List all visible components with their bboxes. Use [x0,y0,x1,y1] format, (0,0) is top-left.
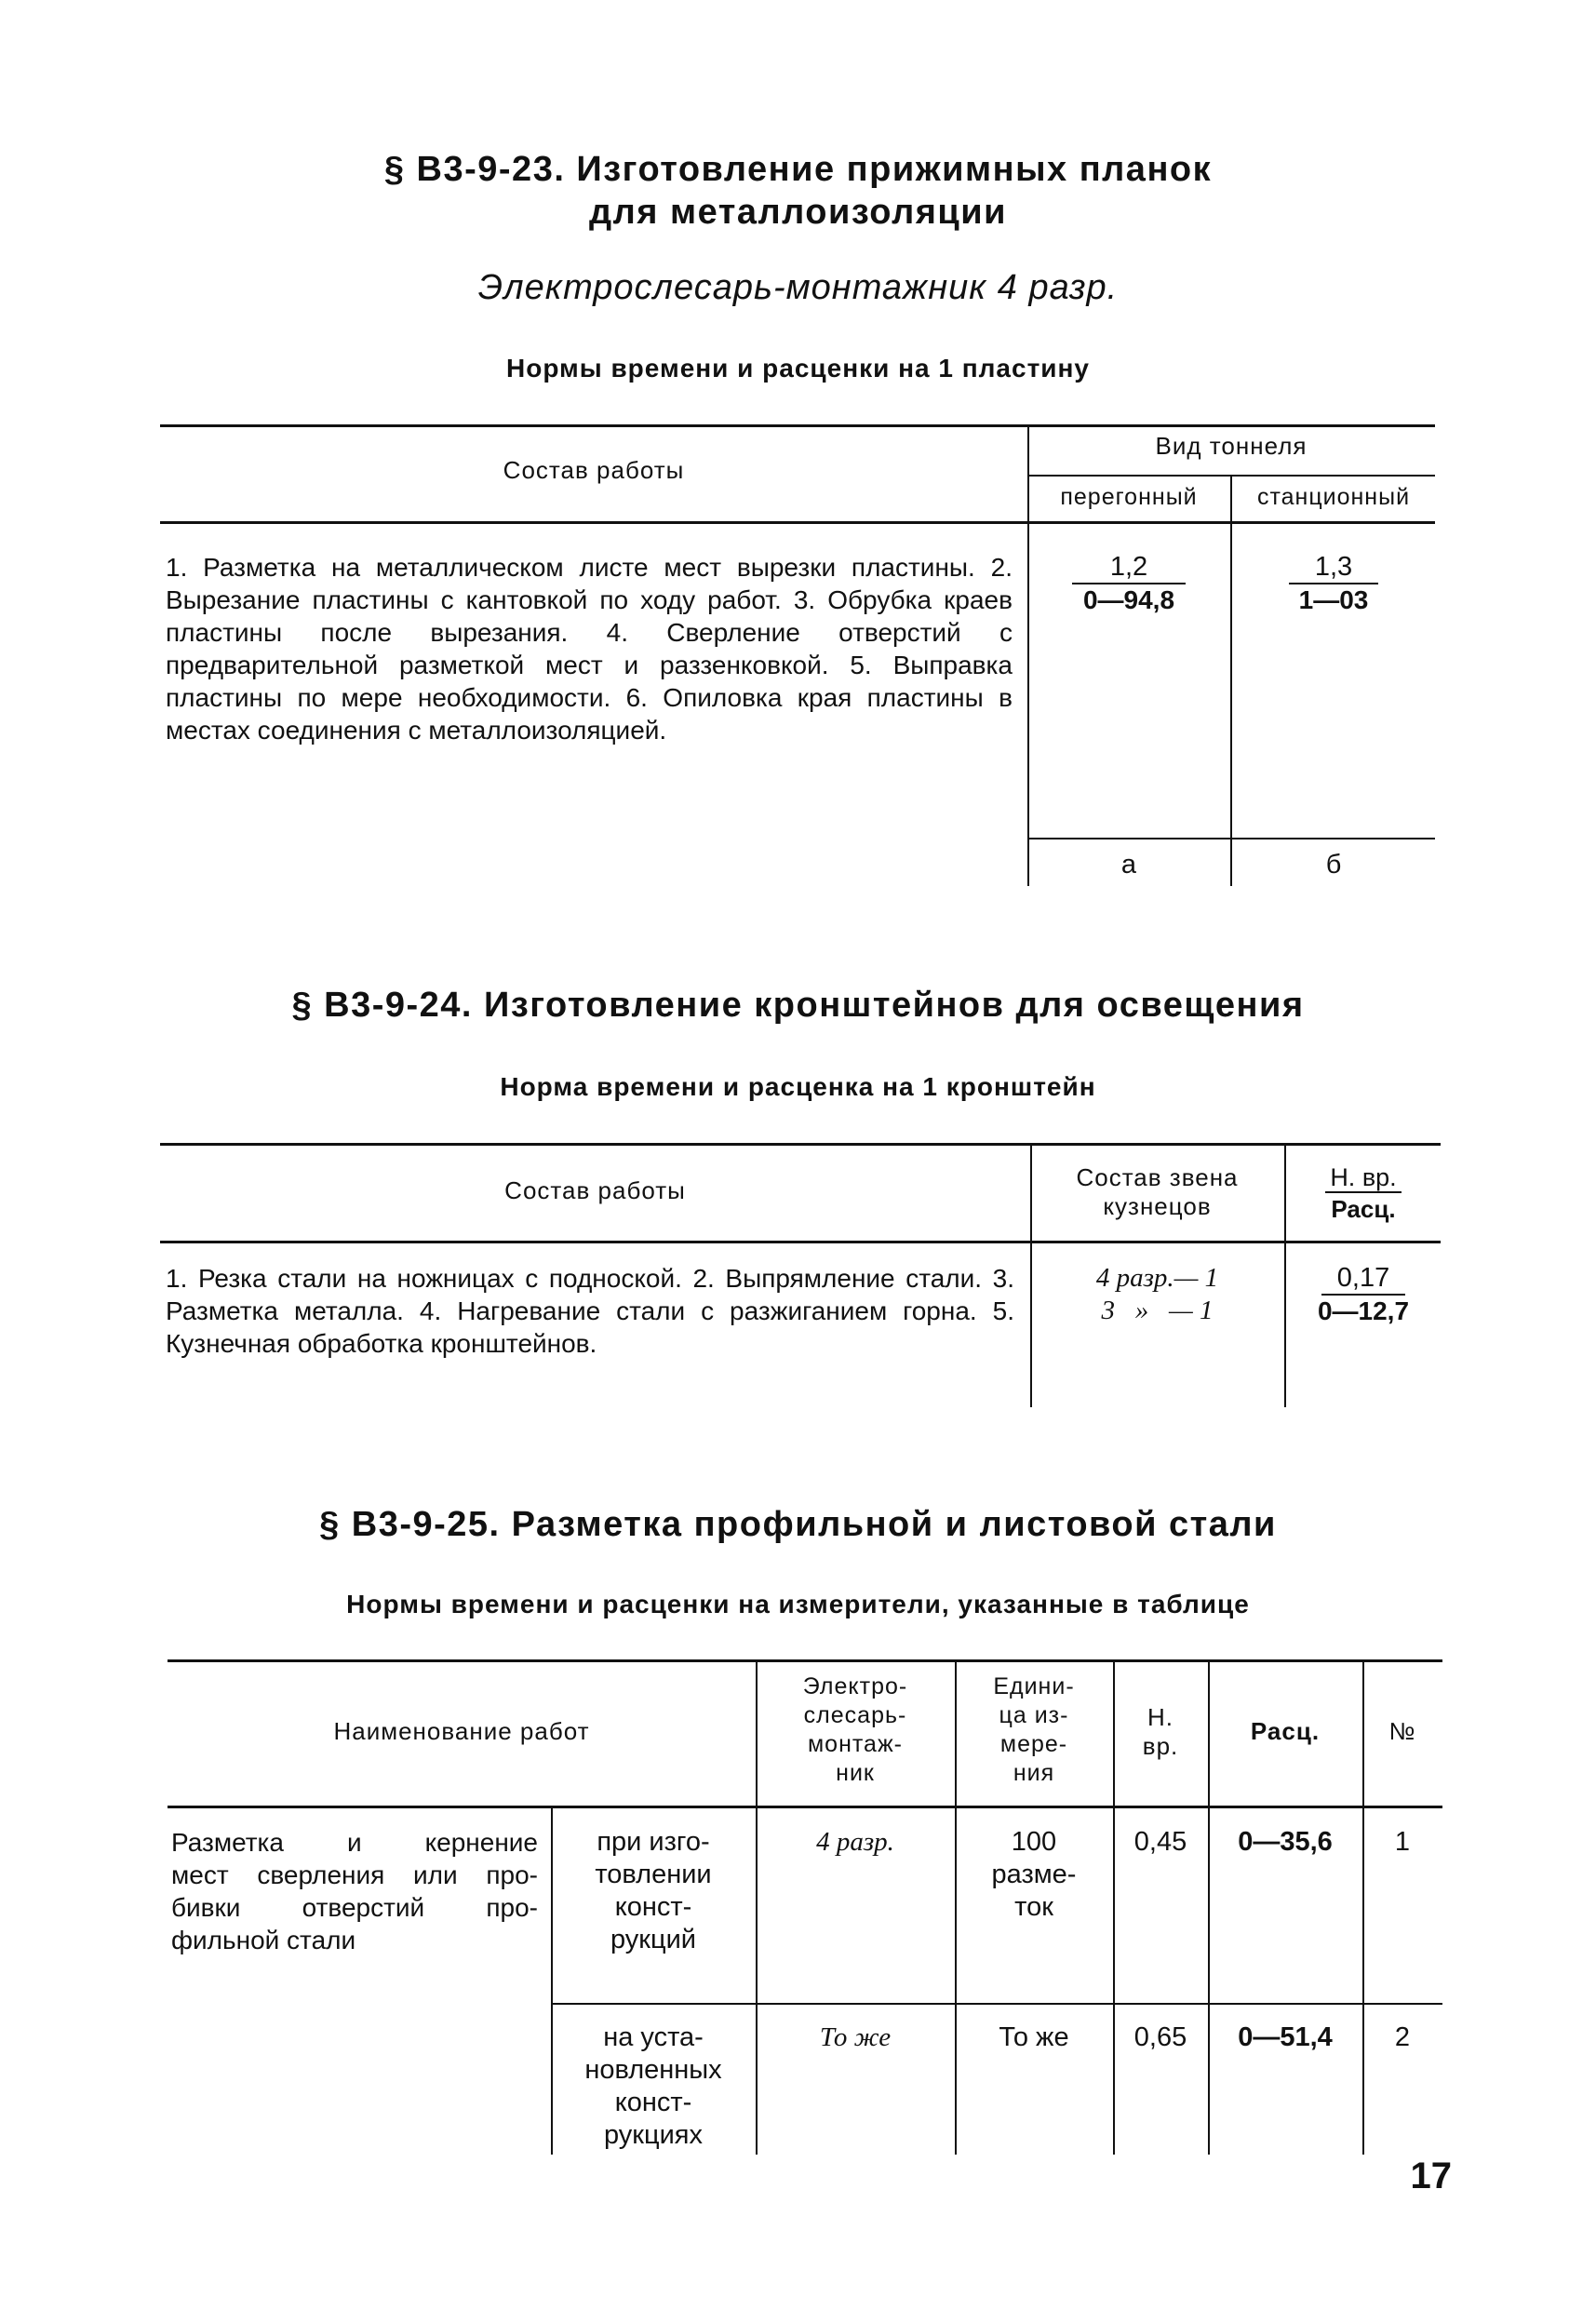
s23-fraction-a [1027,551,1230,616]
s25-caption: Нормы времени и расценки на измерители, указанные в таблице [346,1590,1250,1618]
header-line: мере- [999,1731,1068,1757]
norm-value: 1,2 [1109,552,1148,582]
s25-row1-cond [551,1826,756,1956]
unit-line: 100 [1011,1827,1057,1857]
s23-header-tunnel: Вид тоннеля [1155,432,1308,460]
cond-line: новленных [584,2055,722,2085]
rate-value: 1—03 [1298,585,1369,614]
cond-line: на уста- [603,2022,704,2052]
s23-work-text: 1. Разметка на металлическом листе мест вырезки пластины. 2. Вырезание пластины с кантовкой по ходу работ. 3. Обрубка краев пластины после вырезания. 4. Сверление отверстий с предварительной разметкой мест и раззенковкой. 5. Выправка пластины по мере необходимости. 6. Опиловка края пластины в местах соединения с металлоизоляцией. [166,553,1013,745]
header-line: Едини- [993,1673,1075,1699]
table-rule [160,1143,1441,1146]
header-norm: Н. вр. [1330,1163,1397,1191]
header-line: слесарь- [803,1702,907,1728]
s25-row1-no: 1 [1394,1827,1411,1857]
s25-row2-rate: 0—51,4 [1238,2022,1333,2052]
group-line: мест сверления или про- [171,1860,538,1889]
s25-header-rate: Расц. [1250,1717,1321,1745]
s25-title: § В3-9-25. Разметка профильной и листовой стали [319,1505,1277,1544]
s24-header-norm-rate [1286,1163,1441,1225]
s23-header-work: Состав работы [503,456,685,484]
s24-header-crew-1: Состав звена [1076,1163,1239,1191]
table-rule [160,1241,1441,1243]
s25-row2-norm: 0,65 [1133,2022,1187,2052]
s24-work-text: 1. Резка стали на ножницах с подноской. 2. Выпрямление стали. 3. Разметка металла. 4. Нагревание стали с разжиганием горна. 5. Кузнечная обработка кронштейнов. [166,1264,1014,1358]
header-line: ния [1013,1760,1055,1786]
s23-caption: Нормы времени и расценки на 1 пластину [506,354,1090,383]
s23-foot-a: а [1120,850,1137,880]
table-rule [160,424,1435,427]
cond-line: рукций [610,1925,696,1954]
s25-row2-unit [955,2021,1113,2054]
cond-line: конст- [614,2088,692,2117]
s23-foot-b: б [1325,850,1342,880]
group-line: Разметка и кернение [171,1828,538,1857]
table-rule [1230,475,1232,886]
cond-line: при изго- [597,1827,710,1857]
s25-row1-rate: 0—35,6 [1238,1827,1333,1857]
unit-line: ток [1014,1892,1053,1922]
table-rule [168,1659,1442,1662]
header-line: ник [836,1760,875,1786]
group-line: бивки отверстий про- [171,1893,538,1922]
s25-row2-no: 2 [1394,2022,1411,2052]
norm-value: 1,3 [1314,552,1353,582]
s24-header-work: Состав работы [504,1176,686,1204]
s25-header-worker [756,1672,955,1788]
table-rule [551,2003,1442,2005]
header-line: Электро- [802,1673,908,1699]
s24-caption: Норма времени и расценка на 1 кронштейн [500,1072,1096,1101]
s25-row2-cond [551,2021,756,2152]
s25-header-unit [955,1672,1113,1788]
unit-line: разме- [991,1860,1077,1889]
header-rate: Расц. [1331,1195,1396,1223]
s25-header-no: № [1388,1717,1416,1745]
norm-value: 0,17 [1336,1263,1390,1293]
table-rule [160,521,1435,524]
s25-group-name [171,1826,538,1956]
s24-title: § В3-9-24. Изготовление кронштейнов для освещения [291,986,1305,1025]
s25-row1-unit [955,1826,1113,1924]
unit-line: То же [999,2022,1069,2052]
header-line: Н. [1147,1703,1174,1731]
s23-fraction-b [1232,551,1435,616]
page-number: 17 [1410,2156,1452,2196]
group-line: фильной стали [171,1926,356,1954]
s25-row2-worker: То же [819,2022,892,2052]
s23-worker: Электрослесарь-монтажник 4 разр. [477,268,1119,307]
s23-header-b: станционный [1256,484,1411,510]
s24-header-crew-2: кузнецов [1103,1192,1212,1220]
s24-crew-line1: 4 разр.— 1 [1095,1263,1219,1293]
s23-title-line1: § В3-9-23. Изготовление прижимных планок [383,150,1213,189]
rate-value: 0—12,7 [1317,1296,1410,1325]
s24-crew-line2: 3 » — 1 [1101,1296,1214,1325]
s25-header-norm [1113,1703,1208,1761]
s25-header-name: Наименование работ [333,1717,590,1745]
s23-header-a: перегонный [1060,484,1198,510]
header-line: ца из- [999,1702,1069,1728]
cond-line: конст- [614,1892,692,1922]
rate-value: 0—94,8 [1082,585,1175,614]
header-line: монтаж- [807,1731,904,1757]
cond-line: рукциях [603,2120,703,2150]
s24-fraction [1286,1262,1441,1327]
table-rule [168,1806,1442,1808]
s25-row1-worker: 4 разр. [816,1827,894,1857]
s25-row1-norm: 0,45 [1133,1827,1187,1857]
header-line: вр. [1142,1732,1179,1760]
cond-line: товлении [595,1860,712,1889]
s23-title-line2: для металлоизоляции [589,193,1007,232]
